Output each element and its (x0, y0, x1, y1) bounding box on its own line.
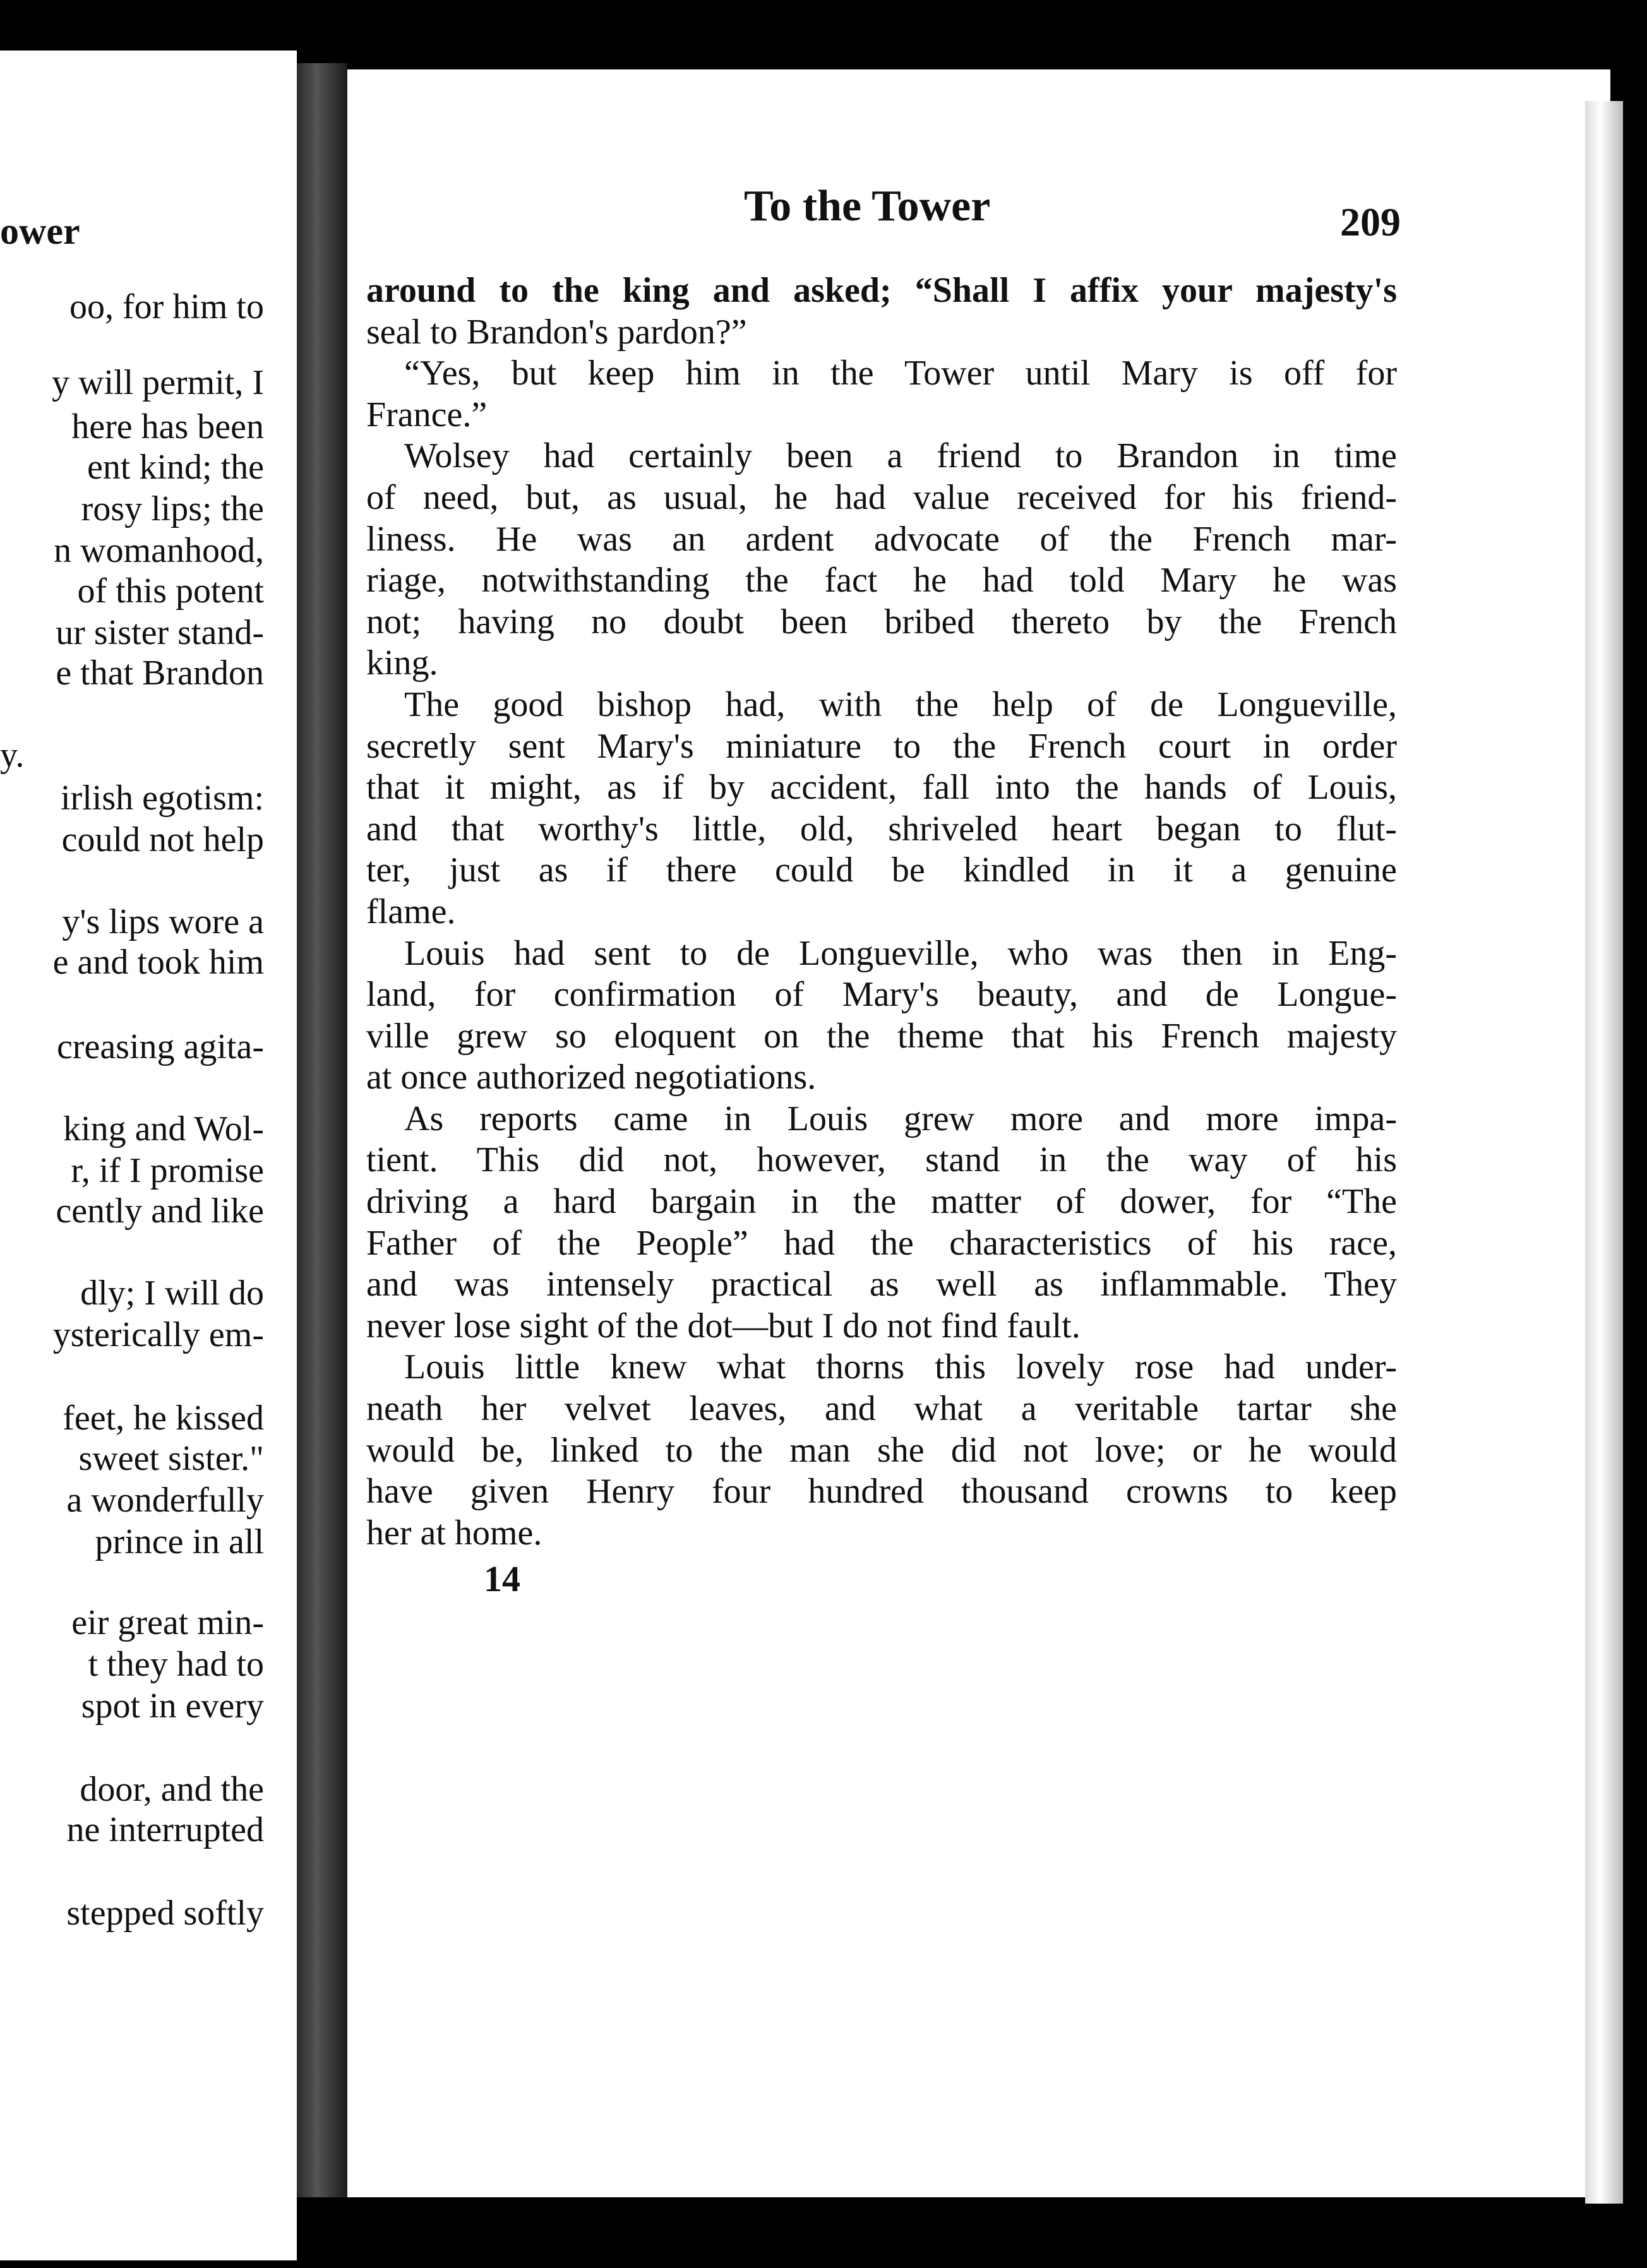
text-line: driving a hard bargain in the matter of dower, for “The (366, 1182, 1397, 1222)
left-page-line: a wonderfully (66, 1481, 264, 1520)
left-page-line: ysterically em- (52, 1315, 264, 1354)
left-page-line: n womanhood, (54, 531, 264, 570)
left-page-line: rosy lips; the (81, 489, 264, 528)
left-page-line: irlish egotism: (61, 779, 264, 818)
text-line: neath her velvet leaves, and what a veritable tartar she (366, 1389, 1397, 1429)
left-page (0, 51, 297, 2260)
left-page-line: t they had to (88, 1645, 264, 1684)
left-page-line: prince in all (95, 1522, 264, 1561)
text-line: have given Henry four hundred thousand crowns to keep (366, 1472, 1397, 1512)
book-gutter (297, 63, 347, 2197)
left-page-line: feet, he kissed (63, 1399, 264, 1438)
text-line: never lose sight of the dot—but I do not find fault. (366, 1306, 1081, 1346)
left-page-line: king and Wol- (63, 1109, 264, 1149)
text-line: not; having no doubt been bribed thereto by the French (366, 602, 1397, 642)
text-line: secretly sent Mary's miniature to the French court in order (366, 726, 1397, 766)
left-page-line: r, if I promise (71, 1151, 264, 1190)
text-line: liness. He was an ardent advocate of the French mar- (366, 519, 1397, 559)
text-line: Louis had sent to de Longueville, who was then in Eng- (404, 933, 1397, 973)
signature-mark: 14 (484, 1558, 520, 1599)
left-page-line: e and took him (52, 943, 264, 982)
text-line: king. (366, 643, 438, 683)
text-line: would be, linked to the man she did not love; or he would (366, 1430, 1397, 1470)
left-page-line: ur sister stand- (56, 613, 264, 652)
text-line: that it might, as if by accident, fall into the hands of Louis, (366, 768, 1397, 808)
left-page-line: stepped softly (66, 1894, 264, 1933)
text-line: Louis little knew what thorns this lovely rose had under- (404, 1347, 1397, 1387)
text-line: riage, notwithstanding the fact he had told Mary he was (366, 561, 1397, 600)
left-page-line: here has been (71, 407, 264, 446)
left-page-line: could not help (61, 820, 264, 859)
text-line: ville grew so eloquent on the theme that his French majesty (366, 1016, 1397, 1056)
text-line: and was intensely practical as well as inflammable. They (366, 1265, 1397, 1304)
text-line: France.” (366, 395, 488, 434)
running-head: To the Tower (744, 182, 991, 230)
left-page-line: spot in every (81, 1686, 264, 1726)
page-number: 209 (1340, 200, 1401, 244)
left-page-line: dly; I will do (80, 1274, 264, 1313)
left-page-line: ent kind; the (87, 448, 264, 487)
left-page-line: of this potent (77, 571, 264, 611)
text-line: Father of the People” had the characteristics of his race, (366, 1223, 1397, 1263)
text-line: seal to Brandon's pardon?” (366, 312, 747, 352)
text-line: land, for confirmation of Mary's beauty, and de Longue- (366, 975, 1397, 1015)
body-text (366, 270, 1397, 1554)
text-line: of need, but, as usual, he had value received for his friend- (366, 477, 1397, 517)
text-line: As reports came in Louis grew more and more impa- (404, 1099, 1397, 1138)
text-line: The good bishop had, with the help of de Longueville, (404, 684, 1397, 724)
text-line: her at home. (366, 1513, 542, 1553)
text-line: around to the king and asked; “Shall I affix your majesty's (366, 271, 1397, 310)
left-page-line: sweet sister." (78, 1439, 264, 1478)
left-page-line: eir great min- (71, 1603, 264, 1642)
left-page-line: y's lips wore a (62, 902, 264, 941)
text-line: flame. (366, 892, 456, 931)
left-page-line: y will permit, I (52, 363, 264, 402)
left-page-line: door, and the (80, 1770, 264, 1809)
text-line: at once authorized negotiations. (366, 1058, 817, 1097)
text-line: ter, just as if there could be kindled in it a genuine (366, 850, 1397, 890)
left-page-line: oo, for him to (69, 287, 264, 326)
left-page-line: ne interrupted (66, 1810, 264, 1849)
left-page-line: creasing agita- (56, 1027, 264, 1066)
page-edge (1585, 101, 1623, 2204)
left-page-line: cently and like (56, 1191, 264, 1231)
text-line: and that worthy's little, old, shriveled heart began to flut- (366, 809, 1397, 849)
text-line: tient. This did not, however, stand in the way of his (366, 1140, 1397, 1180)
text-line: “Yes, but keep him in the Tower until Mary is off for (404, 354, 1397, 393)
left-page-running-head: ower (0, 210, 80, 252)
left-page-line: y. (0, 736, 25, 775)
left-page-line: e that Brandon (56, 654, 264, 693)
text-line: Wolsey had certainly been a friend to Brandon in time (404, 436, 1397, 476)
